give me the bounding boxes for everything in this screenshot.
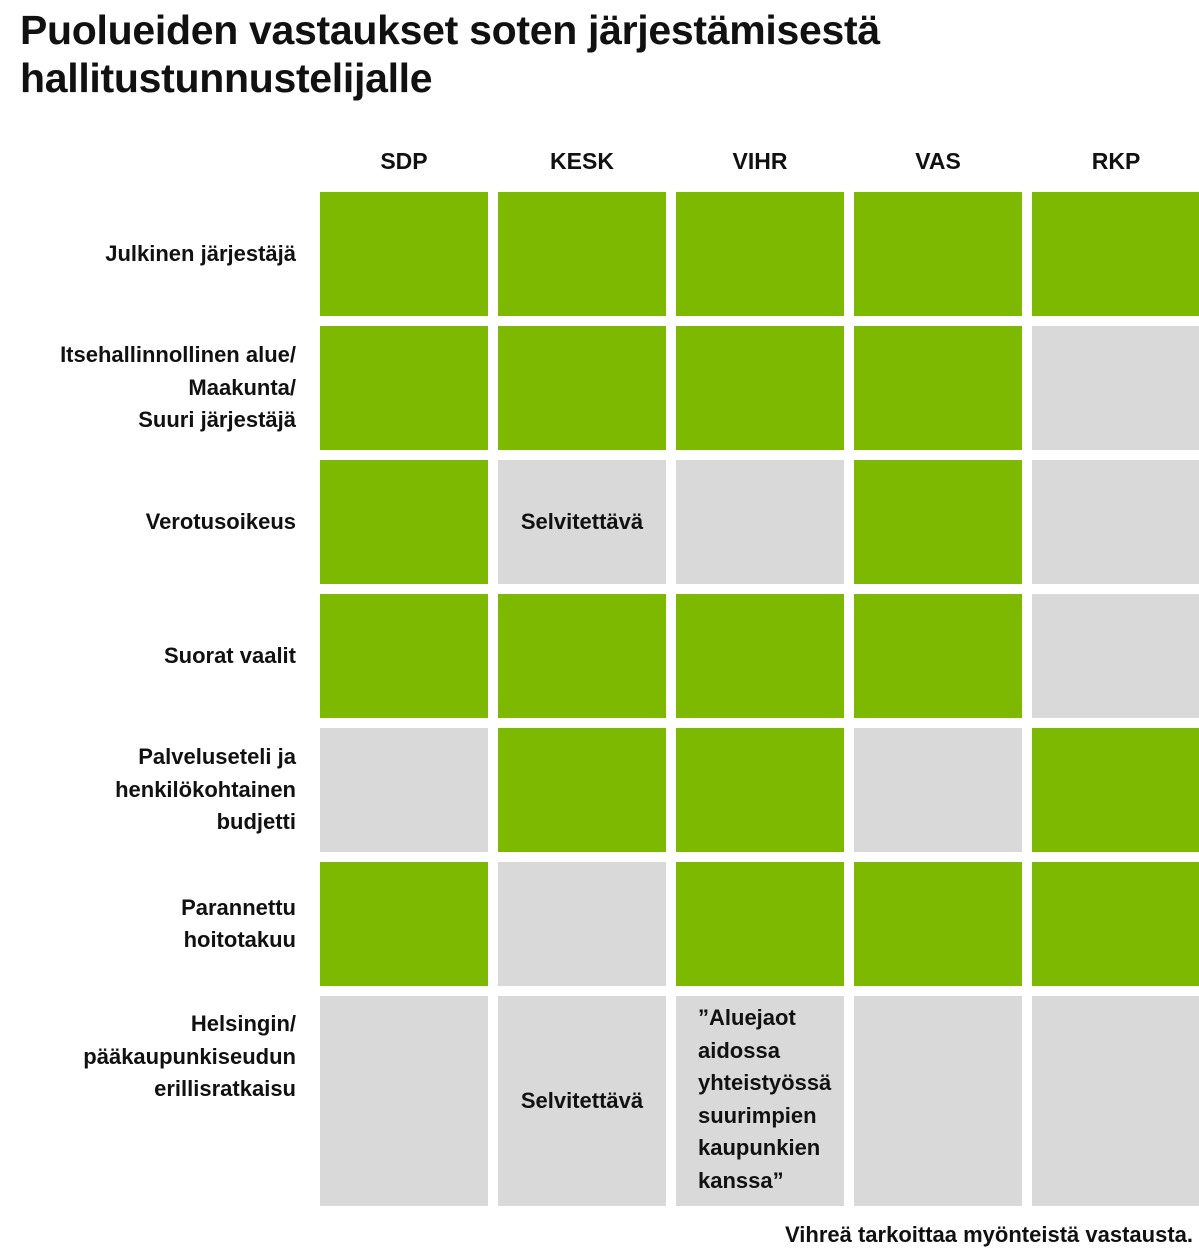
answer-cell-vas bbox=[854, 594, 1022, 718]
column-header-vihr: VIHR bbox=[732, 148, 788, 174]
answer-cell-sdp bbox=[320, 460, 488, 584]
answer-cell-sdp bbox=[320, 326, 488, 450]
row-label: Verotusoikeus bbox=[145, 508, 296, 534]
answer-cell-vihr bbox=[676, 728, 844, 852]
answer-cell-sdp bbox=[320, 862, 488, 986]
answer-cell-vas bbox=[854, 460, 1022, 584]
answer-cell-vas bbox=[854, 326, 1022, 450]
answer-cell-sdp bbox=[320, 996, 488, 1206]
row-label: Helsingin/ pääkaupunkiseudun erillisratkaisu bbox=[83, 1011, 296, 1102]
answer-cell-kesk bbox=[498, 192, 666, 316]
cell-note: Selvitettävä bbox=[520, 508, 644, 534]
footnote: Vihreä tarkoittaa myönteistä vastausta. bbox=[785, 1222, 1193, 1247]
answer-cell-kesk bbox=[498, 728, 666, 852]
column-header-kesk: KESK bbox=[550, 148, 614, 174]
answer-cell-kesk bbox=[498, 996, 666, 1206]
answer-cell-vas bbox=[854, 192, 1022, 316]
cell-note: Selvitettävä bbox=[520, 1087, 644, 1113]
column-header-vas: VAS bbox=[915, 148, 961, 174]
answer-cell-rkp bbox=[1032, 728, 1199, 852]
answer-cell-rkp bbox=[1032, 192, 1199, 316]
answer-cell-rkp bbox=[1032, 996, 1199, 1206]
answer-cell-kesk bbox=[498, 594, 666, 718]
chart-title: Puolueiden vastaukset soten järjestämisestä hallitustunnustelijalle bbox=[20, 7, 880, 101]
answer-cell-rkp bbox=[1032, 326, 1199, 450]
answer-cell-rkp bbox=[1032, 594, 1199, 718]
row-label: Julkinen järjestäjä bbox=[105, 240, 296, 266]
answer-cell-vas bbox=[854, 862, 1022, 986]
row-label: Palveluseteli ja henkilökohtainen budjetti bbox=[115, 744, 296, 835]
row-label: Itsehallinnollinen alue/ Maakunta/ Suuri järjestäjä bbox=[60, 342, 296, 433]
answer-cell-vihr bbox=[676, 460, 844, 584]
column-header-sdp: SDP bbox=[380, 148, 428, 174]
answer-cell-rkp bbox=[1032, 862, 1199, 986]
answer-cell-vihr bbox=[676, 862, 844, 986]
answer-cell-sdp bbox=[320, 594, 488, 718]
answer-cell-vihr bbox=[676, 192, 844, 316]
answer-cell-kesk bbox=[498, 862, 666, 986]
answer-cell-kesk bbox=[498, 326, 666, 450]
row-label: Suorat vaalit bbox=[163, 642, 296, 668]
answer-cell-kesk bbox=[498, 460, 666, 584]
row-label: Parannettu hoitotakuu bbox=[181, 894, 296, 952]
answer-cell-rkp bbox=[1032, 460, 1199, 584]
column-header-rkp: RKP bbox=[1091, 148, 1141, 174]
answer-cell-vihr bbox=[676, 996, 844, 1206]
answer-cell-sdp bbox=[320, 728, 488, 852]
answer-cell-vihr bbox=[676, 326, 844, 450]
answer-cell-vihr bbox=[676, 594, 844, 718]
cell-quote: ”Aluejaot aidossa yhteistyössä suurimpien kaupunkien kanssa” bbox=[698, 1005, 832, 1193]
answer-cell-vas bbox=[854, 728, 1022, 852]
answer-cell-sdp bbox=[320, 192, 488, 316]
answer-cell-vas bbox=[854, 996, 1022, 1206]
